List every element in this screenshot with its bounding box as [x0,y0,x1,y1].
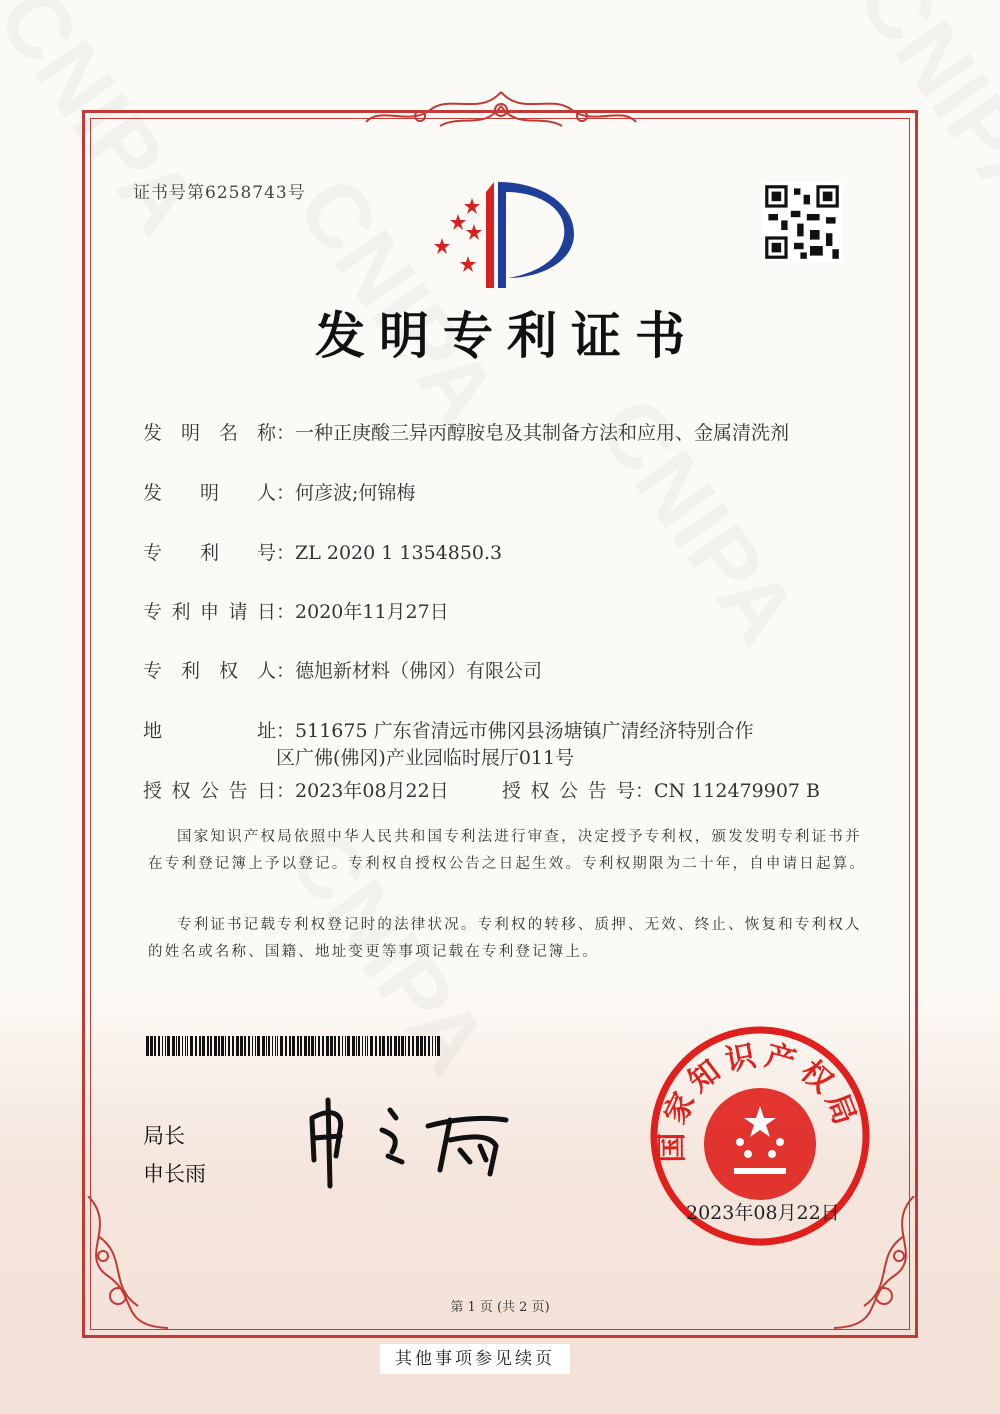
seal-date: 2023年08月22日 [686,1202,840,1224]
barcode-bar [308,1036,310,1056]
barcode-bar [435,1036,436,1056]
barcode-bar [367,1036,368,1056]
svg-text:国家知识产权局: 国家知识产权局 [654,1037,865,1163]
field-label: 授权公告日 [143,780,276,802]
barcode-bar [289,1036,291,1056]
barcode-bar [146,1036,149,1056]
barcode-bar [285,1036,287,1056]
barcode-bar [362,1036,363,1056]
barcode-bar [268,1036,270,1056]
barcode-bar [248,1036,250,1056]
field-label: 专利号 [143,542,276,564]
barcode-bar [195,1036,197,1056]
barcode-bar [365,1036,366,1056]
corner-ornament-icon [78,1196,178,1336]
barcode-bar [338,1036,340,1056]
field-value: 2023年08月22日 [295,780,449,802]
barcode-bar [210,1036,212,1056]
director-signature [300,1090,520,1190]
barcode-bar [255,1036,256,1056]
barcode-bar [356,1036,357,1056]
page-number: 第 1 页 (共 2 页) [450,1300,550,1315]
field-label: 专利申请日 [143,601,276,623]
barcode-bar [182,1036,183,1056]
barcode-bar [382,1036,385,1056]
barcode-bar [232,1036,234,1056]
barcode-bar [176,1036,177,1056]
field-value: CN 112479907 B [654,780,821,802]
page-title: 发明专利证书 [315,306,699,365]
barcode-bar [202,1036,205,1056]
director-name: 申长雨 [143,1162,206,1186]
barcode-bar [390,1036,392,1056]
barcode-bar [214,1036,217,1056]
barcode-bar [345,1036,346,1056]
barcode-bar [315,1036,316,1056]
field-value: 511675 广东省清远市佛冈县汤塘镇广清经济特别合作 [295,720,754,742]
barcode-bar [437,1036,440,1056]
barcode-bar [236,1036,239,1056]
barcode-bar [199,1036,201,1056]
barcode-bar [358,1036,360,1056]
barcode-bar [401,1036,404,1056]
field-value: 2020年11月27日 [295,601,449,623]
barcode-bar [297,1036,299,1056]
certificate-number: 证书号第6258743号 [133,183,306,203]
field-value: 德旭新材料（佛冈）有限公司 [295,660,543,682]
barcode-bar [334,1036,336,1056]
top-ornament-icon [360,86,642,134]
field-invention-name: 发明名称：一种正庚酸三异丙醇胺皂及其制备方法和应用、金属清洗剂 [143,418,789,445]
barcode-bar [322,1036,324,1056]
barcode-bar [387,1036,389,1056]
barcode-bar [370,1036,373,1056]
barcode-bar [257,1036,260,1056]
barcode-bar [190,1036,193,1056]
field-value: 一种正庚酸三异丙醇胺皂及其制备方法和应用、金属清洗剂 [295,422,790,444]
field-address: 地址：511675 广东省清远市佛冈县汤塘镇广清经济特别合作 [143,716,754,743]
field-grant-date: 授权公告日：2023年08月22日 [143,776,449,803]
field-label: 发明名称 [143,422,276,444]
barcode-bar [187,1036,188,1056]
barcode-bar [352,1036,355,1056]
field-value: 何彦波;何锦梅 [295,482,416,504]
field-label: 地址 [143,720,276,742]
barcode [146,1036,440,1056]
barcode-bar [304,1036,307,1056]
barcode-bar [172,1036,175,1056]
barcode-bar [300,1036,302,1056]
field-patent-number: 专利号：ZL 2020 1 1354850.3 [143,538,502,565]
barcode-bar [428,1036,430,1056]
director-title: 局长 [143,1124,185,1148]
continue-note: 其他事项参见续页 [380,1344,570,1374]
field-grant-number: 授权公告号：CN 112479907 B [502,776,820,803]
barcode-bar [262,1036,265,1056]
barcode-bar [432,1036,433,1056]
barcode-bar [221,1036,224,1056]
barcode-bar [150,1036,153,1056]
barcode-bar [379,1036,381,1056]
barcode-bar [240,1036,243,1056]
barcode-bar [280,1036,283,1056]
barcode-bar [178,1036,180,1056]
barcode-bar [228,1036,230,1056]
barcode-bar [408,1036,410,1056]
barcode-bar [342,1036,343,1056]
barcode-bar [266,1036,267,1056]
barcode-bar [225,1036,226,1056]
barcode-bar [207,1036,209,1056]
qr-code [762,182,842,262]
barcode-bar [394,1036,397,1056]
barcode-bar [252,1036,253,1056]
barcode-bar [326,1036,329,1056]
barcode-bar [275,1036,276,1056]
barcode-bar [416,1036,419,1056]
statement-paragraph: 国家知识产权局依照中华人民共和国专利法进行审查，决定授予专利权，颁发发明专利证书并在专利登记簿上予以登记。专利权自授权公告之日起生效。专利权期限为二十年，自申请日起算。 [148,829,867,872]
barcode-bar [244,1036,246,1056]
barcode-bar [185,1036,186,1056]
barcode-bar [272,1036,273,1056]
field-label: 授权公告号 [502,780,635,802]
barcode-bar [162,1036,163,1056]
barcode-bar [154,1036,156,1056]
barcode-bar [424,1036,426,1056]
field-application-date: 专利申请日：2020年11月27日 [143,597,449,624]
barcode-bar [277,1036,278,1056]
barcode-bar [412,1036,414,1056]
barcode-bar [405,1036,406,1056]
barcode-bar [158,1036,160,1056]
field-inventors: 发明人：何彦波;何锦梅 [143,478,415,505]
cnipa-logo-icon [428,178,578,290]
barcode-bar [318,1036,320,1056]
field-address-line2: 区广佛(佛冈)产业园临时展厅011号 [276,747,575,769]
field-label: 发明人 [143,482,276,504]
barcode-bar [347,1036,350,1056]
barcode-bar [375,1036,377,1056]
barcode-bar [398,1036,400,1056]
barcode-bar [292,1036,295,1056]
barcode-bar [330,1036,333,1056]
barcode-bar [311,1036,314,1056]
field-label: 专利权人 [143,660,276,682]
field-patentee: 专利权人：德旭新材料（佛冈）有限公司 [143,656,542,683]
barcode-bar [167,1036,170,1056]
barcode-bar [165,1036,166,1056]
statement-paragraph: 专利证书记载专利权登记时的法律状况。专利权的转移、质押、无效、终止、恢复和专利权人的姓名或名称、国籍、地址变更等事项记载在专利登记簿上。 [148,917,862,960]
barcode-bar [218,1036,220,1056]
barcode-bar [420,1036,423,1056]
field-value: ZL 2020 1 1354850.3 [295,542,503,564]
